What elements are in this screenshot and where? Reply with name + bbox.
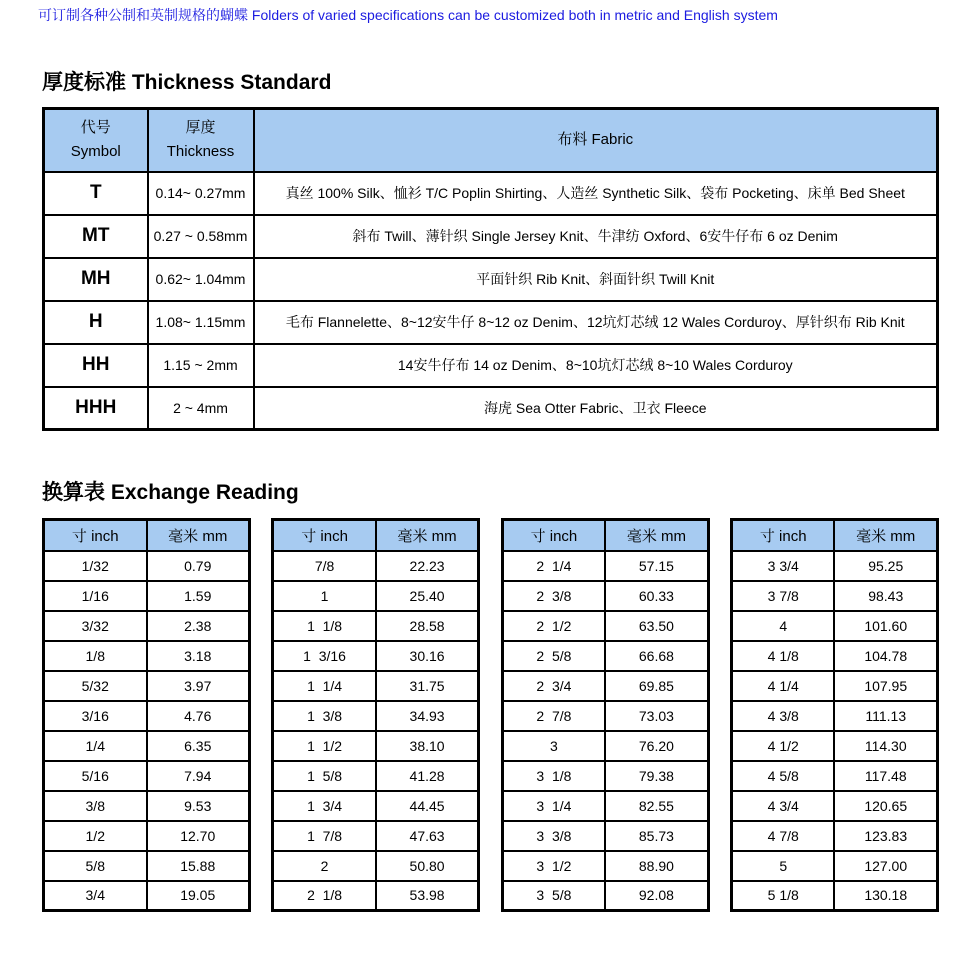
exchange-row (731, 761, 937, 791)
exchange-row (44, 641, 250, 671)
exchange-row (731, 851, 937, 881)
exchange-header-row (273, 520, 479, 551)
inch-value-cell: 4 3/4 (731, 791, 834, 821)
exchange-row (502, 671, 708, 701)
mm-value-cell: 117.48 (834, 761, 937, 791)
inch-value-cell: 3 7/8 (731, 581, 834, 611)
exchange-row (502, 761, 708, 791)
exchange-row (502, 611, 708, 641)
mm-value-cell: 22.23 (376, 551, 479, 581)
thickness-thickness-cell: 0.62~ 1.04mm (148, 258, 254, 301)
inch-value-cell: 1 3/16 (273, 641, 376, 671)
exchange-row (44, 731, 250, 761)
exchange-row (44, 671, 250, 701)
thickness-symbol-cell: MT (44, 215, 148, 258)
exchange-row (273, 731, 479, 761)
mm-value-cell: 114.30 (834, 731, 937, 761)
mm-column-header: 毫米 mm (147, 520, 250, 551)
mm-column-header: 毫米 mm (834, 520, 937, 551)
exchange-row (731, 791, 937, 821)
exchange-tables-container (42, 518, 939, 912)
exchange-reading-title: 换算表 Exchange Reading (42, 481, 299, 504)
mm-value-cell: 92.08 (605, 881, 708, 911)
exchange-table-1 (42, 518, 251, 912)
exchange-row (731, 821, 937, 851)
fabric-column-header (254, 109, 938, 172)
exchange-row (502, 791, 708, 821)
inch-value-cell: 4 7/8 (731, 821, 834, 851)
inch-value-cell: 1 1/2 (273, 731, 376, 761)
mm-value-cell: 3.18 (147, 641, 250, 671)
inch-value-cell: 1 7/8 (273, 821, 376, 851)
exchange-row (502, 551, 708, 581)
inch-value-cell: 2 1/2 (502, 611, 605, 641)
thickness-header-zh: 厚度 (185, 118, 216, 136)
inch-value-cell: 3 1/8 (502, 761, 605, 791)
thickness-symbol-cell: T (44, 172, 148, 215)
mm-value-cell: 95.25 (834, 551, 937, 581)
thickness-fabric-cell: 真丝 100% Silk、恤衫 T/C Poplin Shirting、人造丝 Synthetic Silk、袋布 Pocketing、床单 Bed Sheet (254, 172, 938, 215)
thickness-row (44, 258, 938, 301)
symbol-header-en: Symbol (70, 143, 121, 161)
inch-value-cell: 4 3/8 (731, 701, 834, 731)
thickness-row (44, 344, 938, 387)
inch-value-cell: 1 3/8 (273, 701, 376, 731)
mm-value-cell: 107.95 (834, 671, 937, 701)
mm-column-header: 毫米 mm (605, 520, 708, 551)
inch-value-cell: 3 (502, 731, 605, 761)
exchange-row (44, 761, 250, 791)
exchange-row (502, 581, 708, 611)
inch-column-header: 寸 inch (44, 520, 147, 551)
mm-value-cell: 123.83 (834, 821, 937, 851)
exchange-row (731, 641, 937, 671)
mm-value-cell: 34.93 (376, 701, 479, 731)
exchange-row (502, 821, 708, 851)
inch-value-cell: 3/32 (44, 611, 147, 641)
thickness-thickness-cell: 0.14~ 0.27mm (148, 172, 254, 215)
thickness-column-header (148, 109, 254, 172)
exchange-row (273, 641, 479, 671)
inch-value-cell: 5/8 (44, 851, 147, 881)
exchange-row (502, 881, 708, 911)
mm-value-cell: 60.33 (605, 581, 708, 611)
inch-value-cell: 2 5/8 (502, 641, 605, 671)
mm-value-cell: 69.85 (605, 671, 708, 701)
thickness-header-en: Thickness (166, 143, 235, 161)
mm-value-cell: 3.97 (147, 671, 250, 701)
mm-value-cell: 130.18 (834, 881, 937, 911)
exchange-row (502, 851, 708, 881)
inch-value-cell: 2 1/8 (273, 881, 376, 911)
exchange-row (273, 671, 479, 701)
exchange-table-4-body (731, 551, 937, 911)
mm-value-cell: 98.43 (834, 581, 937, 611)
inch-value-cell: 2 3/4 (502, 671, 605, 701)
thickness-thickness-cell: 2 ~ 4mm (148, 387, 254, 430)
mm-value-cell: 9.53 (147, 791, 250, 821)
exchange-row (273, 761, 479, 791)
exchange-table-2-body (273, 551, 479, 911)
exchange-row (44, 611, 250, 641)
inch-value-cell: 4 1/8 (731, 641, 834, 671)
thickness-symbol-cell: H (44, 301, 148, 344)
mm-value-cell: 47.63 (376, 821, 479, 851)
thickness-thickness-cell: 0.27 ~ 0.58mm (148, 215, 254, 258)
mm-value-cell: 41.28 (376, 761, 479, 791)
inch-value-cell: 7/8 (273, 551, 376, 581)
thickness-row (44, 387, 938, 430)
symbol-column-header (44, 109, 148, 172)
thickness-standard-title: 厚度标准 Thickness Standard (42, 71, 332, 94)
exchange-row (731, 881, 937, 911)
mm-value-cell: 82.55 (605, 791, 708, 821)
thickness-row (44, 301, 938, 344)
exchange-header-row (502, 520, 708, 551)
inch-column-header: 寸 inch (731, 520, 834, 551)
mm-value-cell: 66.68 (605, 641, 708, 671)
inch-value-cell: 1 5/8 (273, 761, 376, 791)
inch-value-cell: 4 (731, 611, 834, 641)
mm-value-cell: 31.75 (376, 671, 479, 701)
thickness-symbol-cell: HH (44, 344, 148, 387)
inch-value-cell: 3/16 (44, 701, 147, 731)
mm-value-cell: 127.00 (834, 851, 937, 881)
exchange-table-3-body (502, 551, 708, 911)
mm-value-cell: 0.79 (147, 551, 250, 581)
inch-value-cell: 1/32 (44, 551, 147, 581)
thickness-header-row (44, 109, 938, 172)
thickness-fabric-cell: 毛布 Flannelette、8~12安牛仔 8~12 oz Denim、12坑灯芯绒 12 Wales Corduroy、厚针织布 Rib Knit (254, 301, 938, 344)
fabric-header-label: 布料 Fabric (557, 130, 634, 148)
thickness-row (44, 215, 938, 258)
mm-value-cell: 7.94 (147, 761, 250, 791)
exchange-row (273, 701, 479, 731)
exchange-header-row (731, 520, 937, 551)
mm-value-cell: 120.65 (834, 791, 937, 821)
exchange-row (502, 701, 708, 731)
mm-value-cell: 6.35 (147, 731, 250, 761)
thickness-thickness-cell: 1.15 ~ 2mm (148, 344, 254, 387)
exchange-row (44, 581, 250, 611)
thickness-fabric-cell: 14安牛仔布 14 oz Denim、8~10坑灯芯绒 8~10 Wales Corduroy (254, 344, 938, 387)
inch-value-cell: 1 (273, 581, 376, 611)
inch-value-cell: 2 3/8 (502, 581, 605, 611)
mm-value-cell: 2.38 (147, 611, 250, 641)
inch-value-cell: 4 1/2 (731, 731, 834, 761)
inch-value-cell: 2 1/4 (502, 551, 605, 581)
mm-value-cell: 4.76 (147, 701, 250, 731)
mm-value-cell: 53.98 (376, 881, 479, 911)
inch-column-header: 寸 inch (502, 520, 605, 551)
exchange-header-row (44, 520, 250, 551)
mm-value-cell: 50.80 (376, 851, 479, 881)
thickness-fabric-cell: 斜布 Twill、薄针织 Single Jersey Knit、牛津纺 Oxford、6安牛仔布 6 oz Denim (254, 215, 938, 258)
exchange-row (273, 581, 479, 611)
inch-value-cell: 3 3/8 (502, 821, 605, 851)
exchange-row (502, 641, 708, 671)
exchange-row (731, 611, 937, 641)
thickness-row (44, 172, 938, 215)
exchange-row (731, 671, 937, 701)
inch-value-cell: 1/2 (44, 821, 147, 851)
inch-value-cell: 3/8 (44, 791, 147, 821)
mm-value-cell: 25.40 (376, 581, 479, 611)
mm-value-cell: 30.16 (376, 641, 479, 671)
exchange-row (44, 851, 250, 881)
inch-value-cell: 3/4 (44, 881, 147, 911)
inch-value-cell: 2 (273, 851, 376, 881)
inch-value-cell: 5/16 (44, 761, 147, 791)
exchange-row (731, 551, 937, 581)
mm-value-cell: 19.05 (147, 881, 250, 911)
symbol-header-zh: 代号 (80, 118, 111, 136)
exchange-table-4 (730, 518, 939, 912)
inch-value-cell: 1/8 (44, 641, 147, 671)
inch-value-cell: 2 7/8 (502, 701, 605, 731)
inch-value-cell: 1/16 (44, 581, 147, 611)
thickness-symbol-cell: MH (44, 258, 148, 301)
exchange-row (44, 701, 250, 731)
exchange-row (273, 821, 479, 851)
exchange-row (731, 731, 937, 761)
thickness-fabric-cell: 平面针织 Rib Knit、斜面针织 Twill Knit (254, 258, 938, 301)
thickness-standard-table (42, 107, 939, 431)
mm-value-cell: 63.50 (605, 611, 708, 641)
mm-value-cell: 101.60 (834, 611, 937, 641)
mm-value-cell: 73.03 (605, 701, 708, 731)
exchange-row (731, 581, 937, 611)
mm-value-cell: 28.58 (376, 611, 479, 641)
exchange-row (273, 851, 479, 881)
thickness-table-body (44, 172, 938, 430)
mm-value-cell: 79.38 (605, 761, 708, 791)
inch-value-cell: 4 1/4 (731, 671, 834, 701)
mm-value-cell: 85.73 (605, 821, 708, 851)
mm-value-cell: 1.59 (147, 581, 250, 611)
inch-value-cell: 1 1/4 (273, 671, 376, 701)
inch-value-cell: 3 3/4 (731, 551, 834, 581)
inch-value-cell: 3 5/8 (502, 881, 605, 911)
mm-value-cell: 104.78 (834, 641, 937, 671)
mm-value-cell: 57.15 (605, 551, 708, 581)
inch-value-cell: 1 3/4 (273, 791, 376, 821)
inch-value-cell: 1 1/8 (273, 611, 376, 641)
top-note: 可订制各种公制和英制规格的蝴蝶 Folders of varied specifications can be customized both in metric and English system (38, 7, 778, 23)
inch-value-cell: 3 1/2 (502, 851, 605, 881)
inch-value-cell: 5/32 (44, 671, 147, 701)
inch-value-cell: 4 5/8 (731, 761, 834, 791)
exchange-row (273, 551, 479, 581)
exchange-row (273, 611, 479, 641)
inch-column-header: 寸 inch (273, 520, 376, 551)
exchange-row (44, 821, 250, 851)
exchange-table-2 (271, 518, 480, 912)
inch-value-cell: 1/4 (44, 731, 147, 761)
exchange-table-3 (501, 518, 710, 912)
exchange-row (44, 791, 250, 821)
exchange-row (44, 881, 250, 911)
exchange-row (273, 881, 479, 911)
thickness-fabric-cell: 海虎 Sea Otter Fabric、卫衣 Fleece (254, 387, 938, 430)
exchange-table-1-body (44, 551, 250, 911)
inch-value-cell: 3 1/4 (502, 791, 605, 821)
exchange-row (502, 731, 708, 761)
inch-value-cell: 5 (731, 851, 834, 881)
thickness-symbol-cell: HHH (44, 387, 148, 430)
exchange-row (44, 551, 250, 581)
mm-value-cell: 111.13 (834, 701, 937, 731)
mm-value-cell: 12.70 (147, 821, 250, 851)
exchange-row (273, 791, 479, 821)
mm-value-cell: 88.90 (605, 851, 708, 881)
mm-column-header: 毫米 mm (376, 520, 479, 551)
exchange-row (731, 701, 937, 731)
mm-value-cell: 15.88 (147, 851, 250, 881)
inch-value-cell: 5 1/8 (731, 881, 834, 911)
mm-value-cell: 76.20 (605, 731, 708, 761)
thickness-thickness-cell: 1.08~ 1.15mm (148, 301, 254, 344)
mm-value-cell: 44.45 (376, 791, 479, 821)
mm-value-cell: 38.10 (376, 731, 479, 761)
